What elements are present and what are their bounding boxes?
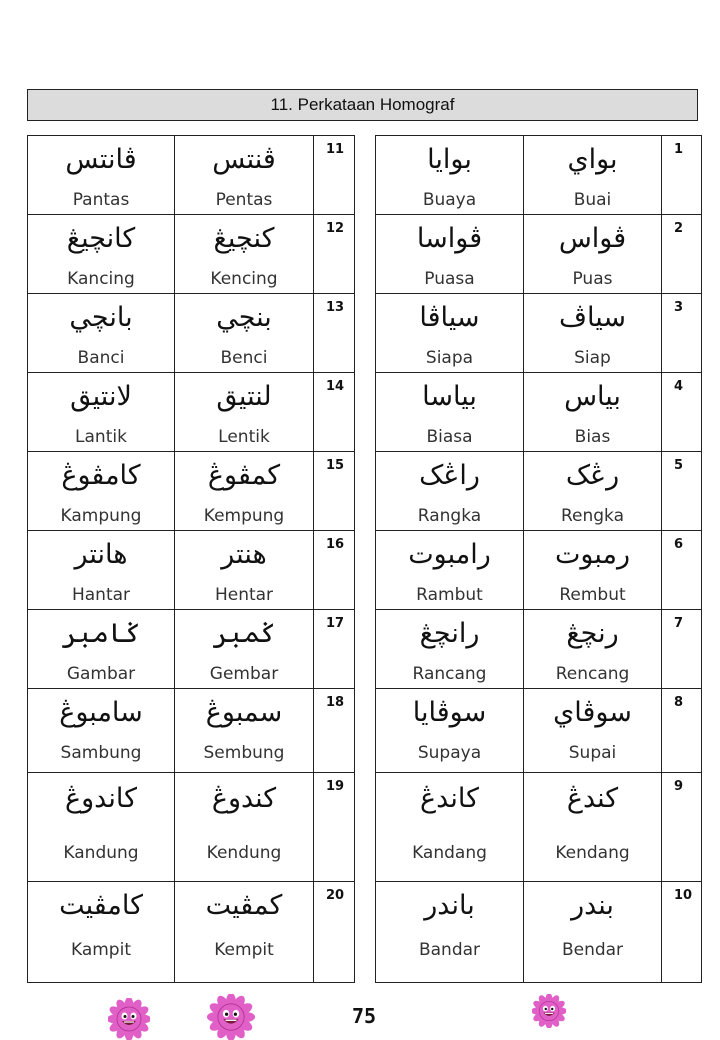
word-cell [524, 452, 662, 531]
rumi-word: Kampung [60, 506, 142, 526]
number-cell [662, 215, 702, 294]
row-number: 10 [674, 888, 693, 903]
table-row [28, 531, 355, 610]
rumi-word: Gambar [66, 664, 136, 684]
table-row [376, 531, 702, 610]
word-cell [524, 882, 662, 983]
table-row [376, 136, 702, 215]
table-row [28, 452, 355, 531]
table-row [376, 215, 702, 294]
rumi-word: Hentar [214, 585, 274, 605]
jawi-word: رڠک [565, 460, 620, 491]
row-number: 1 [674, 142, 684, 157]
page-title: 11. Perkataan Homograf [27, 89, 698, 121]
number-cell [314, 610, 355, 689]
table-row [376, 373, 702, 452]
row-number: 7 [674, 616, 684, 631]
row-number: 19 [326, 779, 345, 794]
jawi-word: ڤواسا [416, 223, 483, 254]
jawi-word: كامڤيت [59, 890, 143, 921]
jawi-word: كمڤيت [205, 890, 283, 921]
rumi-word: Kampit [70, 940, 131, 960]
rumi-word: Sambung [60, 743, 142, 763]
rumi-word: Kancing [67, 269, 135, 289]
jawi-word: بندر [571, 890, 614, 921]
jawi-word: كامڤوڠ [61, 460, 141, 491]
rumi-word: Supai [568, 743, 617, 763]
word-cell [175, 689, 314, 773]
jawi-word: رانچڠ [419, 618, 480, 649]
table-row [376, 882, 702, 983]
jawi-word: رامبوت [408, 539, 491, 570]
word-cell [175, 373, 314, 452]
word-cell [376, 294, 524, 373]
word-cell [524, 610, 662, 689]
number-cell [662, 373, 702, 452]
jawi-word: كاندوڠ [65, 783, 137, 814]
table-row [376, 452, 702, 531]
rumi-word: Lentik [218, 427, 270, 447]
word-cell [524, 773, 662, 882]
row-number: 18 [326, 695, 345, 710]
rumi-word: Kendung [206, 843, 282, 863]
number-cell [662, 531, 702, 610]
word-cell [524, 689, 662, 773]
word-cell [524, 531, 662, 610]
word-cell [175, 773, 314, 882]
jawi-word: سياڤا [419, 302, 480, 333]
number-cell [314, 773, 355, 882]
word-cell [376, 215, 524, 294]
table-row [376, 294, 702, 373]
rumi-word: Puasa [424, 269, 475, 289]
row-number: 6 [674, 537, 684, 552]
number-cell [662, 610, 702, 689]
word-cell [28, 136, 175, 215]
jawi-word: سامبوڠ [59, 697, 143, 728]
row-number: 13 [326, 300, 345, 315]
rumi-word: Lantik [75, 427, 127, 447]
number-cell [662, 689, 702, 773]
word-cell [524, 215, 662, 294]
jawi-word: هانتر [74, 539, 128, 570]
rumi-word: Rembut [559, 585, 626, 605]
rumi-word: Rambut [416, 585, 483, 605]
row-number: 5 [674, 458, 684, 473]
jawi-word: كمڤوڠ [207, 460, 281, 491]
smiley-flower-icon [207, 994, 255, 1040]
table-row [376, 773, 702, 882]
rumi-word: Buaya [422, 190, 477, 210]
word-cell [28, 531, 175, 610]
word-cell [376, 452, 524, 531]
jawi-word: بوايا [427, 144, 472, 175]
jawi-word: بواي [567, 144, 618, 175]
row-number: 3 [674, 300, 684, 315]
smiley-flower-icon [532, 994, 566, 1028]
homograph-table-left [27, 135, 355, 983]
rumi-word: Banci [77, 348, 125, 368]
word-cell [376, 373, 524, 452]
rumi-word: Siapa [425, 348, 474, 368]
jawi-word: رنچڠ [566, 618, 619, 649]
number-cell [314, 882, 355, 983]
word-cell [376, 882, 524, 983]
table-row [376, 610, 702, 689]
rumi-word: Siap [574, 348, 611, 368]
word-cell [376, 610, 524, 689]
table-row [28, 373, 355, 452]
number-cell [314, 215, 355, 294]
word-cell [376, 136, 524, 215]
jawi-word: باندر [424, 890, 475, 921]
rumi-word: Buai [573, 190, 612, 210]
word-cell [376, 773, 524, 882]
number-cell [662, 773, 702, 882]
jawi-word: سمبوڠ [205, 697, 283, 728]
number-cell [314, 531, 355, 610]
rumi-word: Sembung [203, 743, 285, 763]
rumi-word: Pentas [215, 190, 273, 210]
word-cell [28, 610, 175, 689]
jawi-word: بياس [564, 381, 621, 412]
rumi-word: Bias [574, 427, 611, 447]
rumi-word: Kempung [203, 506, 285, 526]
homograph-table-right [375, 135, 702, 983]
word-cell [175, 215, 314, 294]
table-row [28, 773, 355, 882]
table-row [28, 136, 355, 215]
row-number: 9 [674, 779, 684, 794]
smiley-flower-icon [108, 998, 150, 1040]
row-number: 14 [326, 379, 345, 394]
word-cell [28, 294, 175, 373]
row-number: 4 [674, 379, 684, 394]
table-row [28, 610, 355, 689]
row-number: 17 [326, 616, 345, 631]
number-cell [314, 373, 355, 452]
word-cell [28, 215, 175, 294]
rumi-word: Biasa [426, 427, 473, 447]
jawi-word: ڤانتس [65, 144, 137, 175]
row-number: 16 [326, 537, 345, 552]
jawi-word: كندڠ [566, 783, 619, 814]
number-cell [662, 452, 702, 531]
rumi-word: Kandung [63, 843, 139, 863]
jawi-word: بياسا [422, 381, 477, 412]
word-cell [28, 452, 175, 531]
word-cell [175, 452, 314, 531]
rumi-word: Rengka [560, 506, 625, 526]
word-cell [376, 531, 524, 610]
rumi-word: Supaya [417, 743, 482, 763]
rumi-word: Bendar [561, 940, 624, 960]
rumi-word: Rangka [417, 506, 482, 526]
number-cell [662, 136, 702, 215]
rumi-word: Pantas [72, 190, 130, 210]
word-cell [175, 136, 314, 215]
jawi-word: ݢامبر [61, 618, 141, 649]
jawi-word: سوڤايا [412, 697, 487, 728]
table-row [28, 294, 355, 373]
rumi-word: Hantar [71, 585, 131, 605]
rumi-word: Kencing [210, 269, 278, 289]
jawi-word: سياڤ [559, 302, 626, 333]
number-cell [314, 689, 355, 773]
jawi-word: سوڤاي [553, 697, 632, 728]
jawi-word: ڤنتس [212, 144, 276, 175]
row-number: 2 [674, 221, 684, 236]
rumi-word: Benci [220, 348, 268, 368]
row-number: 11 [326, 142, 345, 157]
word-cell [28, 689, 175, 773]
rumi-word: Rencang [555, 664, 630, 684]
word-cell [28, 773, 175, 882]
rumi-word: Kandang [412, 843, 487, 863]
jawi-word: لنتيق [216, 381, 272, 412]
number-cell [314, 452, 355, 531]
word-cell [524, 136, 662, 215]
table-row [28, 689, 355, 773]
number-cell [662, 882, 702, 983]
table-row [28, 215, 355, 294]
rumi-word: Puas [572, 269, 613, 289]
jawi-word: كاندڠ [420, 783, 479, 814]
jawi-word: كنچيڠ [213, 223, 275, 254]
jawi-word: ݢمبر [212, 618, 276, 649]
row-number: 15 [326, 458, 345, 473]
rumi-word: Rancang [412, 664, 487, 684]
jawi-word: رمبوت [554, 539, 630, 570]
row-number: 12 [326, 221, 345, 236]
row-number: 20 [326, 888, 345, 903]
rumi-word: Kempit [214, 940, 274, 960]
jawi-word: بنچي [216, 302, 272, 333]
jawi-word: ڤواس [558, 223, 627, 254]
rumi-word: Kendang [555, 843, 630, 863]
number-cell [314, 294, 355, 373]
jawi-word: راڠک [419, 460, 480, 491]
table-row [376, 689, 702, 773]
number-cell [662, 294, 702, 373]
rumi-word: Bandar [418, 940, 481, 960]
jawi-word: كندوڠ [211, 783, 277, 814]
rumi-word: Gembar [209, 664, 279, 684]
word-cell [524, 294, 662, 373]
jawi-word: هنتر [221, 539, 267, 570]
word-cell [28, 882, 175, 983]
jawi-word: كانچيڠ [66, 223, 136, 254]
word-cell [376, 689, 524, 773]
word-cell [175, 531, 314, 610]
row-number: 8 [674, 695, 684, 710]
number-cell [314, 136, 355, 215]
word-cell [28, 373, 175, 452]
jawi-word: بانچي [69, 302, 133, 333]
word-cell [175, 610, 314, 689]
word-cell [524, 373, 662, 452]
jawi-word: لانتيق [70, 381, 132, 412]
word-cell [175, 294, 314, 373]
word-cell [175, 882, 314, 983]
table-row [28, 882, 355, 983]
page-number: 75 [351, 1004, 377, 1028]
